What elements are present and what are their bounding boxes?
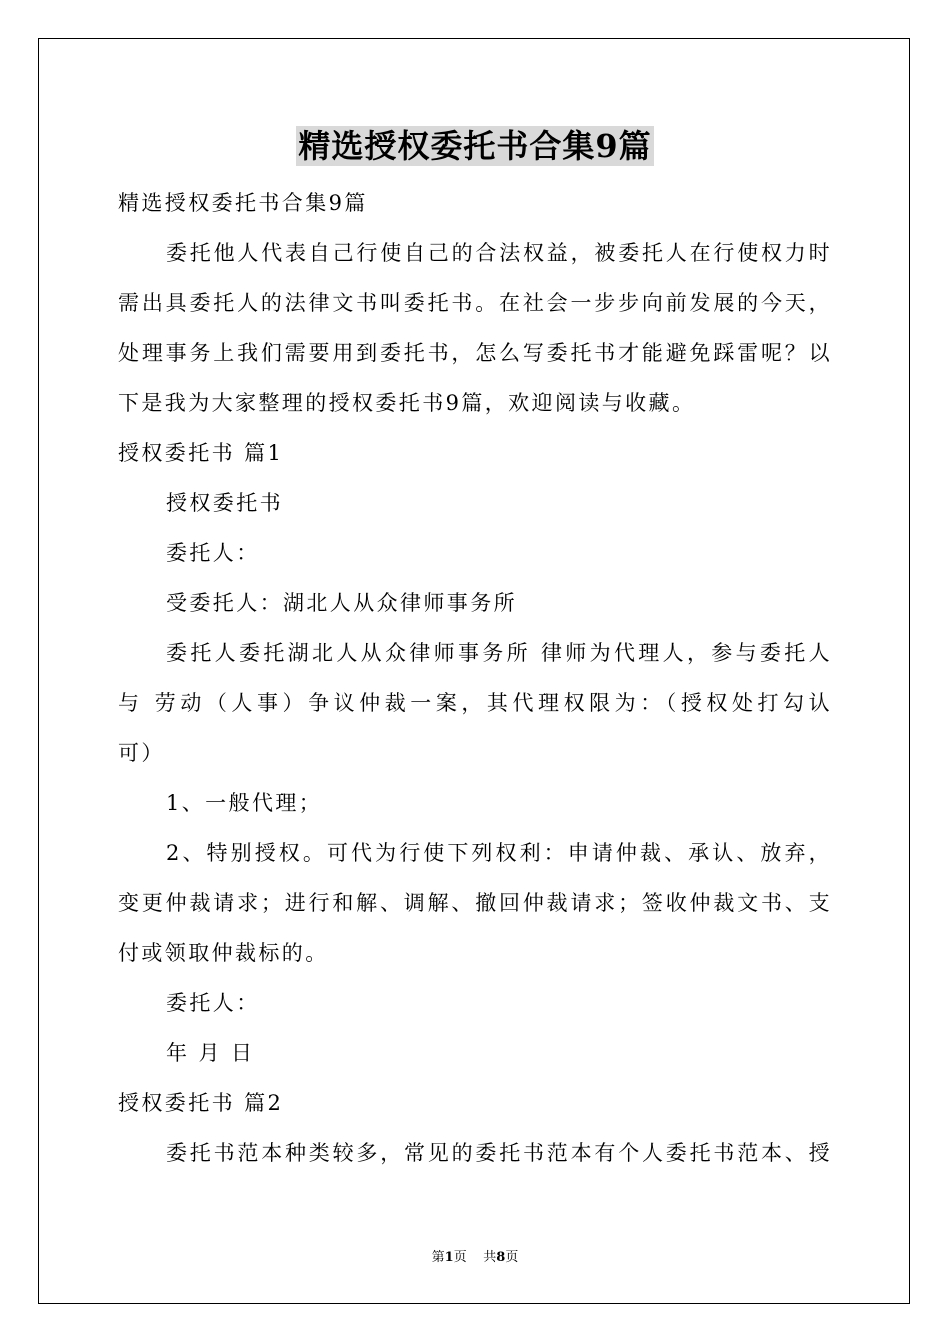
text-line: 委托人：	[166, 541, 260, 565]
document-title: 精选授权委托书合集9篇	[298, 127, 652, 165]
document-body	[118, 178, 832, 1178]
text-line: 与 劳动（人事）争议仲裁一案，其代理权限为：（授权处打勾认	[118, 691, 832, 715]
text-line: 授权委托书	[166, 491, 283, 515]
text-line: 下是我为大家整理的授权委托书9篇，欢迎阅读与收藏。	[118, 391, 696, 415]
text-line: 授权委托书 篇2	[118, 1091, 284, 1115]
page-number: 1	[444, 1250, 454, 1265]
text-line: 委托人：	[166, 991, 260, 1015]
page-prefix: 第	[431, 1250, 445, 1265]
title-wrap	[0, 126, 950, 166]
text-line: 付或领取仲裁标的。	[118, 941, 329, 965]
total-suffix: 页	[505, 1250, 519, 1265]
text-line: 委托书范本种类较多，常见的委托书范本有个人委托书范本、授	[166, 1141, 832, 1165]
text-line: 受委托人：湖北人从众律师事务所	[166, 591, 517, 615]
text-line: 委托人委托湖北人从众律师事务所 律师为代理人，参与委托人	[166, 641, 832, 665]
text-line: 年 月 日	[166, 1041, 255, 1065]
text-line: 2、特别授权。可代为行使下列权利：申请仲裁、承认、放弃，	[166, 841, 832, 865]
text-line: 处理事务上我们需要用到委托书，怎么写委托书才能避免踩雷呢？以	[118, 341, 832, 365]
text-line: 委托他人代表自己行使自己的合法权益，被委托人在行使权力时	[166, 241, 832, 265]
text-line: 变更仲裁请求；进行和解、调解、撤回仲裁请求；签收仲裁文书、支	[118, 891, 832, 915]
text-line: 1、一般代理；	[166, 791, 323, 815]
total-prefix: 共	[483, 1250, 497, 1265]
total-number: 8	[496, 1250, 506, 1265]
text-line: 授权委托书 篇1	[118, 441, 284, 465]
page-suffix: 页	[453, 1250, 467, 1265]
text-line: 精选授权委托书合集9篇	[118, 191, 368, 215]
page-footer	[0, 1246, 950, 1265]
text-line: 需出具委托人的法律文书叫委托书。在社会一步步向前发展的今天，	[118, 291, 832, 315]
text-line: 可）	[118, 741, 165, 765]
